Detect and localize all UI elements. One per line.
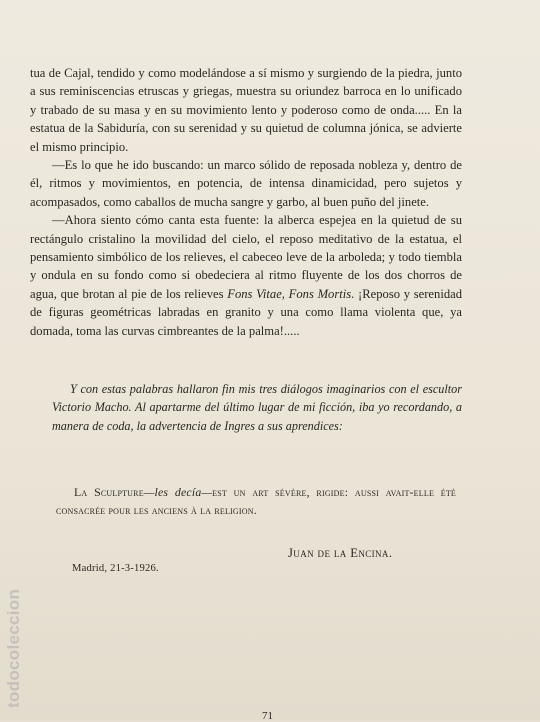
closing-passage [52,380,462,435]
watermark [0,538,26,708]
paragraph: —Es lo que he ido buscando: un marco sólido de reposada nobleza y, dentro de él, ritmos y movimientos, en potencia, de intensa dinamicidad, pero sujetos y acompasados, como caballos de mucha sangre y garbo, al buen puño del jinete. [30,158,462,209]
author-signature: Juan de la Encina. [288,546,393,560]
paragraph-text: —Ahora siento cómo canta esta fuente: la alberca espejea en la quietud de su rectángulo cristalino la movilidad del cielo, el reposo meditativo de la estatua, el pensamiento simbólico de los relieves, el cabeceo leve de la arboleda; y todo tiembla y ondula en su fondo como si obedeciera al ritmo fluyente de los dos chorros de agua, que brotan al pie de los relieves [30,213,462,301]
quote-opening: La Sculpture [74,485,144,499]
closing-text: Y con estas palabras hallaron fin mis tres diálogos imaginarios con el escultor Victorio Macho. Al apartarme del último lugar de mi ficción, iba yo recordando, a manera de coda, la advertencia de Ingres a sus aprendices: [52,382,462,433]
quote-text [56,483,456,520]
quote-body: est un art sévère, rigide: aussi avait-elle été consacrée pour les anciens à la religion. [56,485,456,518]
dateline: Madrid, 21-3-1926. [72,563,159,574]
quote-aside: —les decía— [143,485,213,499]
ingres-quote [56,483,456,520]
body-text [30,64,462,340]
paragraph-text: . ¡Reposo y serenidad de figuras geométricas labradas en granito y una como llama violenta que, ya domada, toma las curvas cimbreantes de la palma!..... [30,286,463,338]
italic-phrase: Fons Vitae, Fons Mortis [227,286,352,301]
page-number: 71 [262,710,273,722]
paragraph [30,211,462,340]
paragraph: tua de Cajal, tendido y como modelándose a sí mismo y surgiendo de la piedra, junto a sus reminiscencias etruscas y griegas, muestra su oriundez barroca en lo unificado y trabado de su masa y en su movimiento lento y poderoso como de onda..... En la estatua de la Sabiduría, con su serenidad y su quietud de columna jónica, se advierte el mismo principio. [30,66,462,154]
watermark-text: todocoleccion [4,588,23,708]
